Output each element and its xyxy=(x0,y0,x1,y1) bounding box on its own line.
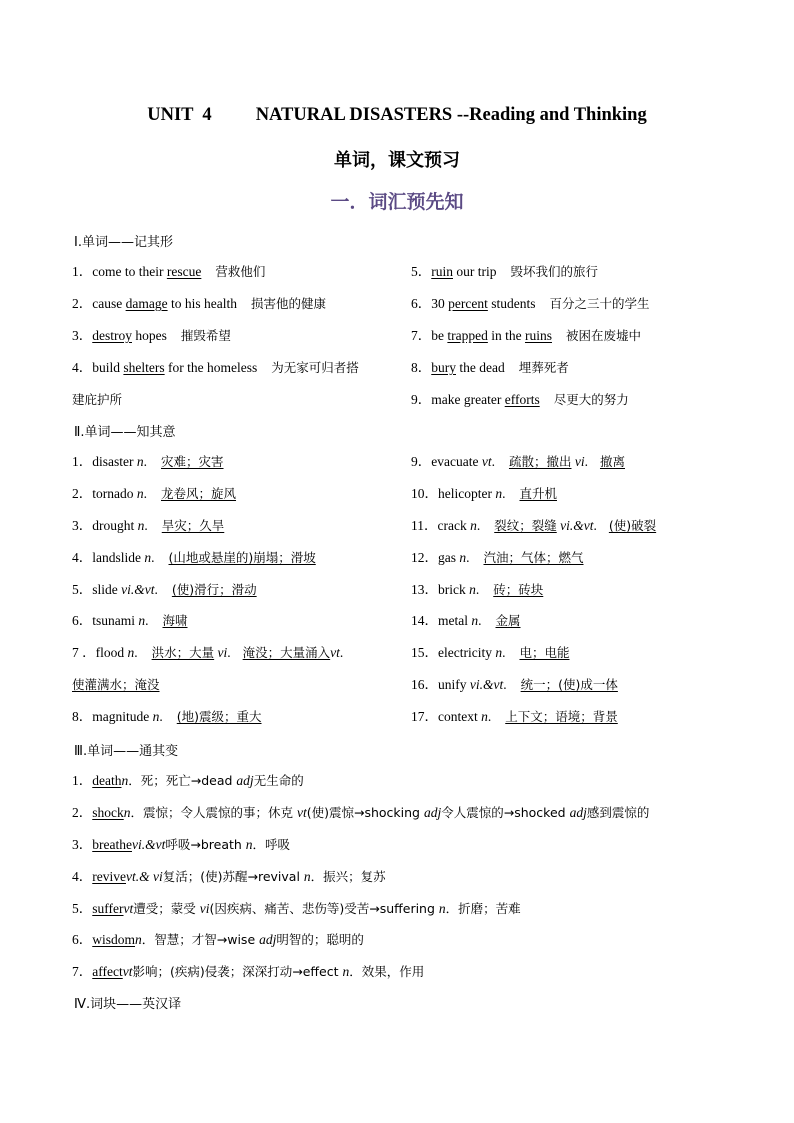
vocab-item xyxy=(411,326,641,346)
answer-word: affect xyxy=(92,964,123,979)
part-of-speech: n xyxy=(469,582,476,597)
vocab-item xyxy=(72,707,262,727)
punct: . xyxy=(502,645,506,660)
punct: . xyxy=(502,486,506,501)
section-heading: 一．词汇预先知 xyxy=(330,191,464,213)
part-of-speech: n xyxy=(152,709,160,724)
vocab-item xyxy=(411,262,598,282)
vocab-item xyxy=(72,643,343,663)
item-word: electricity xyxy=(438,645,496,660)
answer-meaning: 灾难；灾害 xyxy=(161,454,224,469)
item-text: ．呼吸 xyxy=(252,837,291,852)
punct: . xyxy=(227,645,231,660)
item-translation: 损害他的健康 xyxy=(250,296,326,311)
part-of-speech: vi.&vt xyxy=(131,837,166,852)
item-number: 1． xyxy=(72,264,93,279)
item-text: ．智慧；才智→wise xyxy=(141,932,260,947)
part-of-speech: n xyxy=(470,518,477,533)
derivation-item xyxy=(72,899,521,919)
answer-meaning: 旱灾；久旱 xyxy=(161,518,225,533)
punct: . xyxy=(487,709,492,724)
item-translation: 埋葬死者 xyxy=(518,360,569,375)
unit-heading: NATURAL DISASTERS --Reading and Thinking xyxy=(255,105,647,125)
item-number: 4． xyxy=(72,550,93,565)
subtitle: 单词，课文预习 xyxy=(334,150,460,171)
punct: . xyxy=(134,645,138,660)
item-text: 无生命的 xyxy=(253,773,304,788)
item-number: 1． xyxy=(72,773,93,788)
vocab-item xyxy=(411,516,656,536)
part-of-speech: n xyxy=(342,964,350,979)
vocab-item xyxy=(411,294,650,314)
item-number: 8． xyxy=(72,709,93,724)
item-word: metal xyxy=(438,613,472,628)
item-number: 15． xyxy=(411,645,438,660)
vocab-item xyxy=(411,611,521,631)
answer-meaning: (使)滑行；滑动 xyxy=(171,582,257,597)
part-of-speech: vt xyxy=(122,964,133,979)
item-text: our trip xyxy=(453,264,497,279)
item-translation: 营救他们 xyxy=(215,264,266,279)
item-text: build xyxy=(92,360,124,375)
answer-meaning: 洪水；大量 xyxy=(151,645,215,660)
answer-meaning: 上下文；语境；背景 xyxy=(505,709,618,724)
item-text: ．振兴；复苏 xyxy=(310,869,386,884)
item-text: the dead xyxy=(456,360,505,375)
answer-meaning: (使)破裂 xyxy=(608,518,657,533)
item-number: 16． xyxy=(411,677,438,692)
part-of-speech: n xyxy=(135,932,142,947)
item-word: context xyxy=(438,709,482,724)
part-of-speech: vi xyxy=(199,901,210,916)
punct: . xyxy=(593,518,597,533)
part-of-speech: n xyxy=(127,645,135,660)
item-word: tornado xyxy=(92,486,137,501)
punct: . xyxy=(143,454,147,469)
item-word: gas xyxy=(438,550,460,565)
derivation-item xyxy=(72,803,649,823)
part-of-speech: n xyxy=(121,773,129,788)
item-text: ．效果，作用 xyxy=(349,964,425,979)
derivation-item xyxy=(72,867,386,887)
derivation-item xyxy=(72,962,424,982)
unit-title xyxy=(0,105,794,126)
vocab-item xyxy=(411,452,625,472)
item-word: flood xyxy=(95,645,128,660)
unit-number: UNIT 4 xyxy=(147,105,212,125)
vocab-item xyxy=(72,358,359,378)
item-text: hopes xyxy=(132,328,167,343)
punct: . xyxy=(476,518,481,533)
vocab-item xyxy=(72,548,316,568)
item-number: 8． xyxy=(411,360,432,375)
vocab-item xyxy=(72,294,326,314)
answer-word: ruin xyxy=(431,264,453,279)
derivation-item xyxy=(72,930,364,950)
answer-word: percent xyxy=(448,296,488,311)
answer-meaning: 金属 xyxy=(495,613,521,628)
item-word: landslide xyxy=(92,550,145,565)
item-text: ．折磨；苦难 xyxy=(445,901,521,916)
item-number: 5． xyxy=(72,582,93,597)
part-of-speech: adj xyxy=(569,805,587,820)
item-number: 6． xyxy=(72,613,93,628)
item-text: (使)震惊→shocking xyxy=(306,805,424,820)
item-number: 10． xyxy=(411,486,438,501)
item-number: 13． xyxy=(411,582,438,597)
answer-word: revive xyxy=(92,869,126,884)
item-text: 复活；(使)苏醒→revival xyxy=(162,869,304,884)
punct: . xyxy=(339,645,344,660)
vocab-item xyxy=(72,580,257,600)
item-number: 1． xyxy=(72,454,93,469)
item-text: 明智的；聪明的 xyxy=(276,932,364,947)
part-of-speech: n xyxy=(495,645,503,660)
item-translation: 尽更大的努力 xyxy=(553,392,629,407)
item-text: be xyxy=(431,328,448,343)
answer-word: death xyxy=(92,773,122,788)
vocab-item xyxy=(72,326,231,346)
vocab-item xyxy=(411,707,618,727)
item-text: come to their xyxy=(92,264,167,279)
answer-word: wisdom xyxy=(92,932,136,947)
item-word: helicopter xyxy=(438,486,496,501)
part-of-speech: vi xyxy=(214,645,228,660)
part-of-speech: n xyxy=(144,550,152,565)
item-text: (因疾病、痛苦、悲伤等)受苦→suffering xyxy=(209,901,439,916)
answer-meaning: 疏散；撤出 xyxy=(508,454,572,469)
part-of-speech: vt xyxy=(330,645,340,660)
answer-word: damage xyxy=(125,296,168,311)
item-number: 4． xyxy=(72,869,93,884)
item-text: make greater xyxy=(431,392,505,407)
part-of-speech: n xyxy=(303,869,311,884)
part-of-speech: adj xyxy=(423,805,442,820)
answer-meaning: 淹没；大量涌入 xyxy=(242,645,331,660)
answer-word: breathe xyxy=(92,837,132,852)
item-number: 11． xyxy=(411,518,438,533)
item-number: 2． xyxy=(72,296,93,311)
item-text: 影响；(疾病)侵袭；深深打动→effect xyxy=(132,964,343,979)
answer-word: destroy xyxy=(92,328,132,343)
derivation-item xyxy=(72,771,304,791)
derivation-item xyxy=(72,835,290,855)
answer-word: bury xyxy=(431,360,456,375)
item-number: 5． xyxy=(411,264,432,279)
item-text: to his health xyxy=(167,296,237,311)
vocab-item xyxy=(411,643,569,663)
part-of-speech: n xyxy=(481,709,488,724)
item-translation-continued: 建庇护所 xyxy=(72,392,123,407)
item-translation: 为无家可归者搭 xyxy=(271,360,359,375)
answer-meaning: (地)震级；重大 xyxy=(176,709,262,724)
part-of-speech: adj xyxy=(259,932,277,947)
item-translation: 百分之三十的学生 xyxy=(549,296,650,311)
item-number: 3． xyxy=(72,837,93,852)
vocab-item xyxy=(72,516,224,536)
part-of-speech: vt xyxy=(481,454,492,469)
item-number: 12． xyxy=(411,550,438,565)
item-number: 4． xyxy=(72,360,93,375)
vocab-item xyxy=(411,580,543,600)
part1-heading: Ⅰ.单词——记其形 xyxy=(74,235,173,250)
punct: . xyxy=(584,454,588,469)
item-text: 感到震惊的 xyxy=(586,805,650,820)
answer-word: trapped xyxy=(447,328,488,343)
part-of-speech: vi.&vt xyxy=(556,518,594,533)
vocab-item xyxy=(411,484,557,504)
item-translation: 毁坏我们的旅行 xyxy=(510,264,599,279)
part-of-speech: vi xyxy=(571,454,585,469)
item-word: disaster xyxy=(92,454,137,469)
item-number: 6． xyxy=(72,932,93,947)
item-text: 30 xyxy=(431,296,449,311)
vocab-item xyxy=(411,358,569,378)
answer-meaning: 电；电能 xyxy=(519,645,570,660)
vocab-item xyxy=(72,611,188,631)
item-text: 呼吸→breath xyxy=(165,837,246,852)
item-number: 2． xyxy=(72,805,93,820)
answer-meaning: 撤离 xyxy=(599,454,625,469)
part-of-speech: vt xyxy=(296,805,307,820)
part-of-speech: vi.&vt xyxy=(121,582,155,597)
answer-word: shelters xyxy=(123,360,165,375)
punct: . xyxy=(151,550,155,565)
punct: . xyxy=(491,454,495,469)
answer-meaning: (山地或悬崖的)崩塌；滑坡 xyxy=(168,550,316,565)
part-of-speech: n xyxy=(138,613,146,628)
part-of-speech: adj xyxy=(236,773,254,788)
item-number: 2． xyxy=(72,486,93,501)
answer-meaning: 龙卷风；旋风 xyxy=(161,486,237,501)
vocab-item xyxy=(72,452,224,472)
item-word: tsunami xyxy=(92,613,139,628)
punct: . xyxy=(143,486,147,501)
part2-heading: Ⅱ.单词——知其意 xyxy=(74,425,176,440)
part-of-speech: n xyxy=(136,454,144,469)
item-number: 5． xyxy=(72,901,93,916)
part-of-speech: vt xyxy=(123,901,134,916)
vocab-item xyxy=(72,484,236,504)
punct: . xyxy=(466,550,470,565)
item-number: 6． xyxy=(411,296,432,311)
answer-word: suffer xyxy=(92,901,124,916)
part-of-speech: n xyxy=(459,550,467,565)
part-of-speech: n xyxy=(495,486,503,501)
part-of-speech: n xyxy=(245,837,253,852)
answer-meaning: 汽油；气体；燃气 xyxy=(483,550,584,565)
item-text: cause xyxy=(92,296,126,311)
item-text: ．死；死亡→dead xyxy=(128,773,237,788)
item-translation: 被困在废墟中 xyxy=(565,328,641,343)
item-text: for the homeless xyxy=(164,360,258,375)
part-of-speech: n xyxy=(471,613,479,628)
item-word: drought xyxy=(92,518,138,533)
item-number: 9． xyxy=(411,454,432,469)
answer-word: rescue xyxy=(166,264,202,279)
part-of-speech: n xyxy=(137,518,145,533)
item-text: 遭受；蒙受 xyxy=(133,901,200,916)
item-translation: 摧毁希望 xyxy=(180,328,231,343)
answer-meaning: 砖；砖块 xyxy=(493,582,544,597)
part-of-speech: vt.& vi xyxy=(125,869,163,884)
item-word: brick xyxy=(438,582,470,597)
item-word: evacuate xyxy=(431,454,482,469)
item-word: unify xyxy=(438,677,470,692)
answer-word: efforts xyxy=(504,392,540,407)
vocab-item xyxy=(411,548,584,568)
punct: . xyxy=(154,582,158,597)
part-of-speech: n xyxy=(136,486,144,501)
part-of-speech: vi.&vt xyxy=(469,677,504,692)
item-number: 7 ． xyxy=(72,645,96,660)
item-number: 9． xyxy=(411,392,432,407)
punct: . xyxy=(503,677,507,692)
item-number: 7． xyxy=(411,328,432,343)
part3-heading: Ⅲ.单词——通其变 xyxy=(74,744,179,759)
punct: . xyxy=(478,613,482,628)
answer-word: shock xyxy=(92,805,124,820)
item-text: in the xyxy=(487,328,525,343)
item-word: crack xyxy=(437,518,471,533)
item-text: ．震惊；令人震惊的事；休克 xyxy=(130,805,297,820)
item-word: slide xyxy=(92,582,122,597)
part4-heading: Ⅳ.词块——英汉译 xyxy=(74,997,182,1012)
item-number: 7． xyxy=(72,964,93,979)
punct: . xyxy=(145,613,149,628)
part-of-speech: n xyxy=(123,805,131,820)
answer-word: ruins xyxy=(524,328,552,343)
part-of-speech: n xyxy=(438,901,446,916)
punct: . xyxy=(159,709,163,724)
answer-meaning: 海啸 xyxy=(162,613,188,628)
vocab-item xyxy=(411,390,629,410)
vocab-item xyxy=(411,675,618,695)
item-number: 14． xyxy=(411,613,438,628)
answer-meaning: 直升机 xyxy=(519,486,557,501)
punct: . xyxy=(475,582,480,597)
answer-meaning: 裂纹；裂缝 xyxy=(494,518,557,533)
item-number: 3． xyxy=(72,328,93,343)
item-text: students xyxy=(487,296,536,311)
item-word: magnitude xyxy=(92,709,153,724)
item-number: 3． xyxy=(72,518,93,533)
item-text: 令人震惊的→shocked xyxy=(441,805,570,820)
answer-meaning: 统一；(使)成一体 xyxy=(520,677,618,692)
answer-meaning-continued: 使灌满水；淹没 xyxy=(72,677,160,692)
item-number: 17． xyxy=(411,709,438,724)
vocab-item xyxy=(72,262,265,282)
punct: . xyxy=(144,518,148,533)
